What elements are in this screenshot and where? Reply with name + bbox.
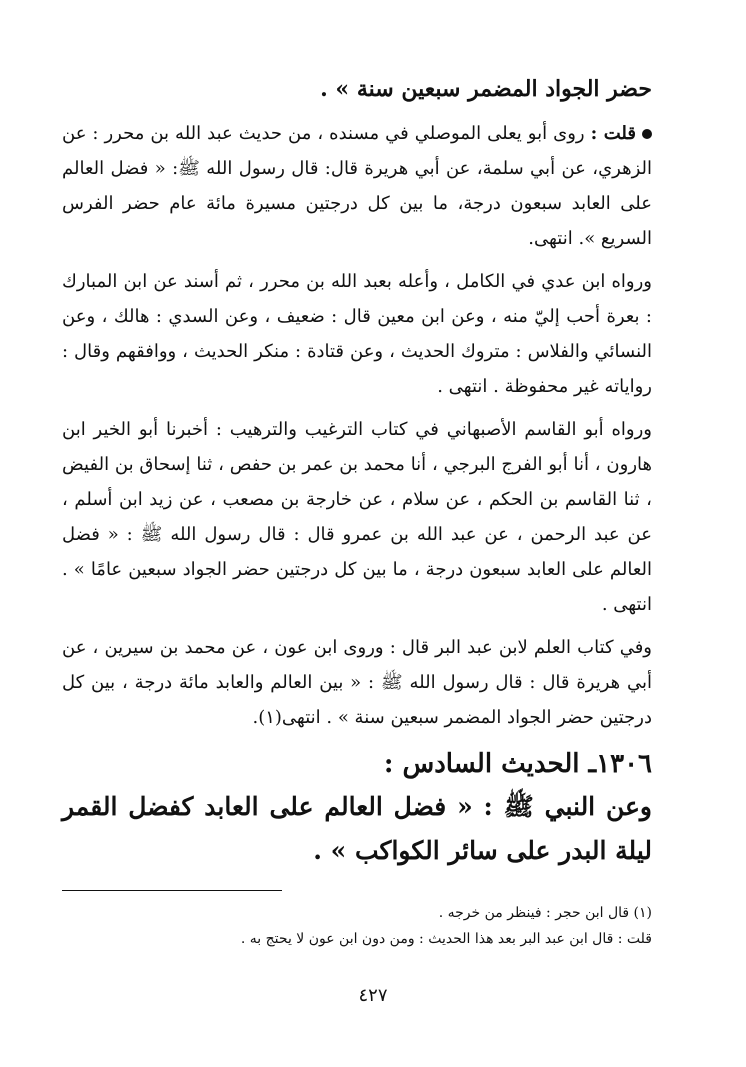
paragraph-qultu — [62, 116, 652, 256]
page-number: ٤٢٧ — [358, 985, 388, 1006]
hadith-title: ١٣٠٦ـ الحديث السادس : — [383, 749, 652, 779]
page-body — [62, 62, 652, 873]
qultu-label: قلت : — [590, 123, 636, 144]
footnote-2: قلت : قال ابن عبد البر بعد هذا الحديث : ومن دون ابن عون لا يحتج به . — [240, 931, 652, 947]
continuation-line: حضر الجواد المضمر سبعين سنة » . — [320, 76, 652, 102]
footnotes — [62, 900, 652, 952]
footnote-1: (١) قال ابن حجر : فينظر من خرجه . — [438, 905, 652, 921]
paragraph-1-text: روى أبو يعلى الموصلي في مسنده ، من حديث عبد الله بن محرر : عن الزهري، عن أبي سلمة، عن أبي هريرة قال: قال رسول الله ﷺ: « فضل العالم على العابد سبعون درجة، ما بين كل درجتين مسيرة مائة عام حضر الفرس السريع ». انتهى. — [62, 123, 652, 249]
footnote-divider — [62, 890, 282, 891]
bullet-icon — [642, 129, 652, 139]
paragraph-2: ورواه ابن عدي في الكامل ، وأعله بعبد الله بن محرر ، ثم أسند عن ابن المبارك : بعرة أحب إليّ منه ، وعن ابن معين قال : ضعيف ، وعن السدي : هالك ، وعن النسائي والفلاس : متروك الحديث ، وعن قتادة : منكر الحديث ، ووافقهم وقال : رواياته غير محفوظة . انتهى . — [62, 271, 652, 397]
hadith-text: وعن النبي ﷺ : « فضل العالم على العابد كفضل القمر ليلة البدر على سائر الكواكب » . — [62, 792, 652, 865]
paragraph-3: ورواه أبو القاسم الأصبهاني في كتاب الترغيب والترهيب : أخبرنا أبو الخير ابن هارون ، أنا أبو الفرج البرجي ، أنا محمد بن عمر بن حفص ، ثنا إسحاق بن الفيض ، ثنا القاسم بن الحكم ، عن سلام ، عن خارجة بن مصعب ، عن زيد ابن أسلم ، عن عبد الرحمن ، عن عبد الله بن عمرو قال : قال رسول الله ﷺ : « فضل العالم على العابد سبعون درجة ، ما بين كل درجتين حضر الجواد سبعين عامًا » . انتهى . — [62, 419, 652, 615]
paragraph-4: وفي كتاب العلم لابن عبد البر قال : وروى ابن عون ، عن محمد بن سيرين ، عن أبي هريرة قال : قال رسول الله ﷺ : « بين العالم والعابد مائة درجة ، بين كل درجتين حضر الجواد المضمر سبعين سنة » . انتهى(١). — [62, 637, 652, 728]
